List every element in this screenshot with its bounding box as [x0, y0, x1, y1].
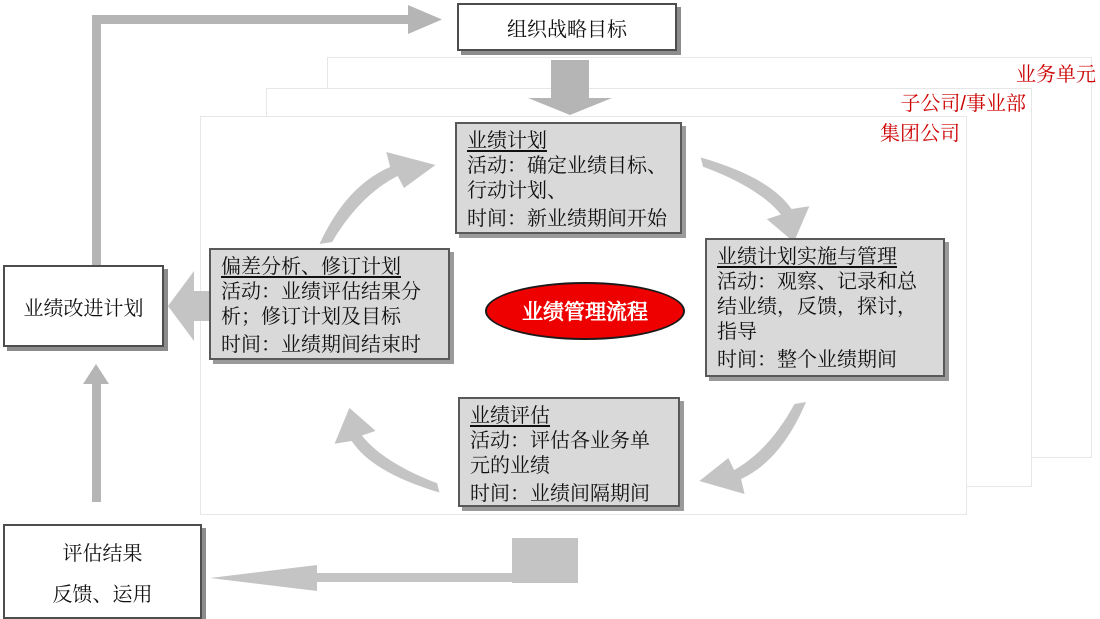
cycle-arrow-evaluate-to-analyze-icon: [330, 406, 444, 498]
analyze-to-improvement-arrow-icon: [168, 271, 213, 341]
strategy-goal-box: [457, 3, 677, 51]
improvement-plan-label: 业绩改进计划: [23, 297, 144, 320]
cycle-arrow-implement-to-evaluate-icon: [697, 398, 813, 498]
evaluate-time: 时间：业绩间隔期间: [470, 483, 650, 505]
strategy-down-arrow-icon: [524, 60, 616, 116]
implement-title: 业绩计划实施与管理: [717, 246, 897, 268]
process-box-plan: [455, 122, 682, 234]
process-box-implement: [705, 238, 945, 377]
strategy-goal-label: 组织战略目标: [507, 18, 627, 41]
result-to-improvement-arrow-icon: [83, 364, 109, 504]
evaluation-result-box: [3, 524, 202, 619]
panel-to-result-arrow-icon: [210, 536, 580, 594]
process-ellipse-label: 业绩管理流程: [522, 301, 648, 324]
evaluation-result-line1: 评估结果: [62, 542, 143, 565]
implement-activity: 活动：观察、记录和总结业绩，反馈，探讨，指导: [717, 271, 917, 343]
plan-title: 业绩计划: [467, 130, 547, 152]
layer-label-business-unit: 业务单元: [1016, 64, 1096, 86]
process-box-analyze: [209, 248, 450, 360]
layer-label-subsidiary: 子公司/事业部: [900, 93, 1026, 115]
analyze-title: 偏差分析、修订计划: [221, 256, 401, 278]
evaluate-title: 业绩评估: [470, 405, 550, 427]
plan-activity: 活动：确定业绩目标、行动计划、: [467, 155, 667, 202]
analyze-time: 时间：业绩期间结束时: [221, 334, 421, 356]
implement-time: 时间：整个业绩期间: [717, 349, 897, 371]
evaluate-activity: 活动：评估各业务单元的业绩: [470, 430, 650, 477]
cycle-arrow-plan-to-implement-icon: [696, 152, 814, 244]
analyze-activity: 活动：业绩评估结果分析；修订计划及目标: [221, 281, 421, 328]
improvement-plan-box: [3, 265, 164, 347]
process-box-evaluate: [458, 397, 680, 507]
evaluation-result-line2: 反馈、运用: [52, 583, 153, 606]
process-ellipse: [485, 282, 685, 340]
cycle-arrow-analyze-to-plan-icon: [312, 148, 438, 248]
layer-label-group: 集团公司: [880, 123, 960, 145]
plan-time: 时间：新业绩期间开始: [467, 208, 667, 230]
